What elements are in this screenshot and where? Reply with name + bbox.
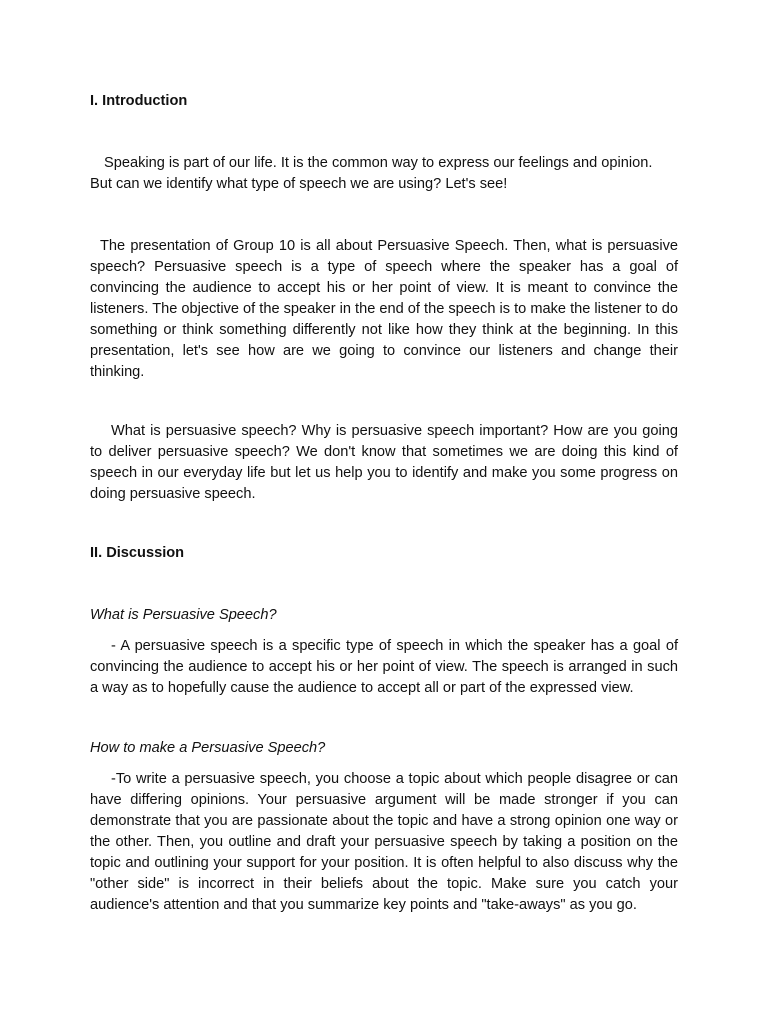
question-2-heading: How to make a Persuasive Speech? [90, 740, 326, 756]
introduction-heading: I. Introduction [90, 93, 188, 109]
question-1-answer: - A persuasive speech is a specific type of speech in which the speaker has a goal of convincing the audience to accept his or her point of view. The speech is arranged in such a way as to hopefully cause the audience to accept all or part of the expressed view. [90, 638, 678, 696]
intro-paragraph-1: Speaking is part of our life. It is the common way to express our feelings and opinion. But can we identify what type of speech we are using? Let's see! [90, 155, 653, 192]
discussion-heading: II. Discussion [90, 545, 185, 561]
question-1-heading: What is Persuasive Speech? [90, 607, 277, 623]
intro-paragraph-3: What is persuasive speech? Why is persuasive speech important? How are you going to deliver persuasive speech? We don't know that sometimes we are doing this kind of speech in our everyday life but let us help you to identify and make you some progress on doing persuasive speech. [90, 423, 678, 502]
intro-paragraph-2: The presentation of Group 10 is all about Persuasive Speech. Then, what is persuasive speech? Persuasive speech is a type of speech where the speaker has a goal of convincing the audience to accept his or her point of view. It is meant to convince the listeners. The objective of the speaker in the end of the speech is to make the listener to do something or think something differently not like how they think at the beginning. In this presentation, let's see how are we going to convince our listeners and change their thinking. [90, 238, 678, 380]
question-2-answer: -To write a persuasive speech, you choose a topic about which people disagree or can have differing opinions. Your persuasive argument will be made stronger if you can demonstrate that you are passionate about the topic and have a strong opinion one way or the other. Then, you outline and draft your persuasive speech by taking a position on the topic and outlining your support for your position. It is often helpful to also discuss why the "other side" is incorrect in their beliefs about the topic. Make sure you catch your audience's attention and that you summarize key points and "take-aways" as you go. [90, 771, 678, 913]
